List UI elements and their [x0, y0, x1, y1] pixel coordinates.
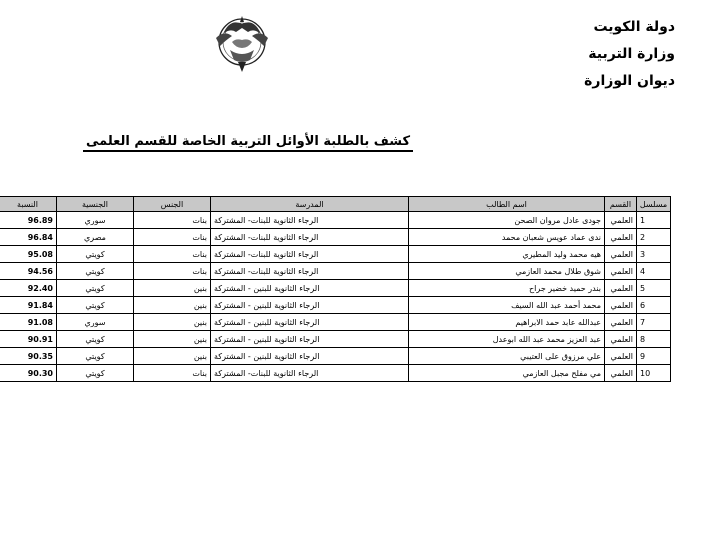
cell-section: العلمي	[605, 348, 637, 365]
cell-nationality: مصري	[57, 229, 134, 246]
cell-serial: 7	[637, 314, 671, 331]
cell-percentage: 91.08	[0, 314, 57, 331]
cell-school: الرجاء الثانوية للبنات- المشتركة	[211, 246, 409, 263]
table-row	[0, 348, 671, 365]
header-nationality: الجنسية	[57, 197, 134, 212]
cell-percentage: 90.35	[0, 348, 57, 365]
table-row	[0, 365, 671, 382]
cell-name: عبد العزيز محمد عبد الله ابوعدل	[409, 331, 605, 348]
cell-section: العلمي	[605, 212, 637, 229]
cell-gender: بنات	[134, 246, 211, 263]
cell-section: العلمي	[605, 246, 637, 263]
cell-serial: 3	[637, 246, 671, 263]
header-percentage: النسبة	[0, 197, 57, 212]
header-serial: مسلسل	[637, 197, 671, 212]
cell-serial: 2	[637, 229, 671, 246]
cell-nationality: كويتي	[57, 246, 134, 263]
cell-section: العلمي	[605, 314, 637, 331]
cell-serial: 6	[637, 297, 671, 314]
cell-nationality: كويتي	[57, 280, 134, 297]
cell-serial: 1	[637, 212, 671, 229]
cell-name: علي مرزوق على العتيبي	[409, 348, 605, 365]
cell-name: محمد أحمد عبد الله السيف	[409, 297, 605, 314]
header-name: اسم الطالب	[409, 197, 605, 212]
cell-name: ندى عماد عويس شعبان محمد	[409, 229, 605, 246]
header-section: القسم	[605, 197, 637, 212]
ministry-header	[584, 14, 675, 95]
cell-name: عبدالله عابد حمد الابراهيم	[409, 314, 605, 331]
cell-section: العلمي	[605, 263, 637, 280]
cell-percentage: 96.84	[0, 229, 57, 246]
cell-gender: بنين	[134, 331, 211, 348]
table-row	[0, 229, 671, 246]
table-row	[0, 212, 671, 229]
table-row	[0, 331, 671, 348]
table-row	[0, 246, 671, 263]
cell-school: الرجاء الثانوية للبنين - المشتركة	[211, 280, 409, 297]
cell-serial: 8	[637, 331, 671, 348]
cell-school: الرجاء الثانوية للبنات- المشتركة	[211, 365, 409, 382]
results-table	[0, 196, 671, 382]
country-name: دولة الكويت	[593, 19, 675, 35]
cell-serial: 10	[637, 365, 671, 382]
cell-percentage: 94.56	[0, 263, 57, 280]
cell-name: مي مفلح مجبل العازمي	[409, 365, 605, 382]
cell-nationality: كويتي	[57, 348, 134, 365]
table-header-row	[0, 197, 671, 212]
cell-nationality: كويتي	[57, 297, 134, 314]
cell-gender: بنات	[134, 212, 211, 229]
cell-section: العلمي	[605, 229, 637, 246]
cell-percentage: 92.40	[0, 280, 57, 297]
table-row	[0, 280, 671, 297]
table-row	[0, 297, 671, 314]
cell-serial: 4	[637, 263, 671, 280]
cell-nationality: كويتي	[57, 263, 134, 280]
cell-school: الرجاء الثانوية للبنات- المشتركة	[211, 212, 409, 229]
cell-serial: 9	[637, 348, 671, 365]
cell-percentage: 90.91	[0, 331, 57, 348]
cell-section: العلمي	[605, 365, 637, 382]
cell-percentage: 91.84	[0, 297, 57, 314]
cell-nationality: كويتي	[57, 365, 134, 382]
cell-gender: بنين	[134, 297, 211, 314]
cell-percentage: 96.89	[0, 212, 57, 229]
document-title: كشف بالطلبة الأوائل التربية الخاصة للقسم العلمى	[83, 134, 413, 152]
cell-section: العلمي	[605, 280, 637, 297]
cell-percentage: 95.08	[0, 246, 57, 263]
cell-section: العلمي	[605, 297, 637, 314]
ministry-name: وزارة التربية	[588, 46, 675, 62]
cell-gender: بنين	[134, 348, 211, 365]
cell-name: جودى عادل مروان الصحن	[409, 212, 605, 229]
cell-nationality: سوري	[57, 212, 134, 229]
cell-school: الرجاء الثانوية للبنات- المشتركة	[211, 229, 409, 246]
cell-name: هيه محمد وليد المطيري	[409, 246, 605, 263]
cell-school: الرجاء الثانوية للبنين - المشتركة	[211, 348, 409, 365]
cell-gender: بنين	[134, 280, 211, 297]
cell-school: الرجاء الثانوية للبنين - المشتركة	[211, 314, 409, 331]
header-gender: الجنس	[134, 197, 211, 212]
table-row	[0, 314, 671, 331]
kuwait-emblem-icon	[210, 12, 274, 74]
cell-name: بندر حميد خضير جراح	[409, 280, 605, 297]
table-row	[0, 263, 671, 280]
cell-gender: بنات	[134, 229, 211, 246]
cell-school: الرجاء الثانوية للبنات- المشتركة	[211, 263, 409, 280]
cell-gender: بنات	[134, 263, 211, 280]
cell-name: شوق طلال محمد العازمي	[409, 263, 605, 280]
cell-section: العلمي	[605, 331, 637, 348]
cell-school: الرجاء الثانوية للبنين - المشتركة	[211, 297, 409, 314]
cell-nationality: سوري	[57, 314, 134, 331]
cell-serial: 5	[637, 280, 671, 297]
cell-nationality: كويتي	[57, 331, 134, 348]
office-name: ديوان الوزارة	[584, 73, 675, 89]
cell-gender: بنات	[134, 365, 211, 382]
cell-gender: بنين	[134, 314, 211, 331]
cell-school: الرجاء الثانوية للبنين - المشتركة	[211, 331, 409, 348]
header-school: المدرسة	[211, 197, 409, 212]
cell-percentage: 90.30	[0, 365, 57, 382]
